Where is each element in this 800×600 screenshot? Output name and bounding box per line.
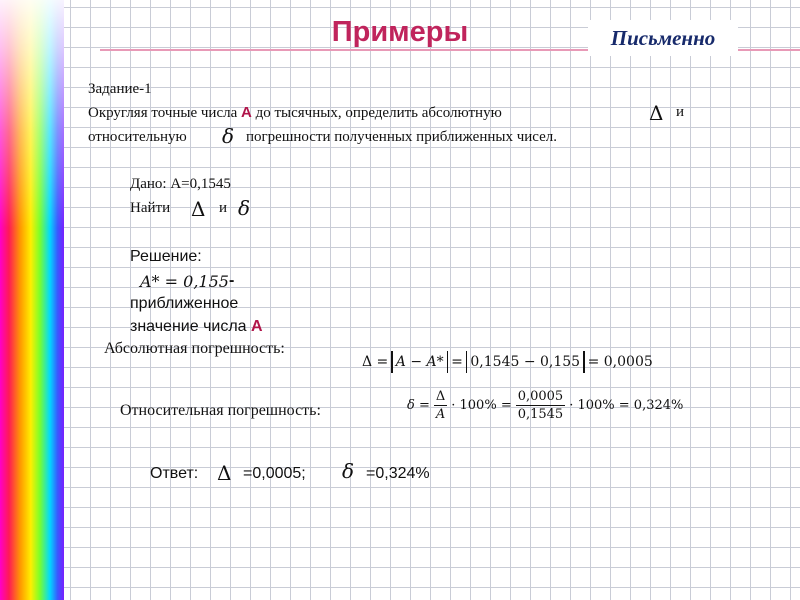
task-line1-text-b: до тысячных, определить абсолютную: [255, 105, 502, 121]
find-label: Найти: [130, 200, 171, 216]
task-line2-text-b: погрешности полученных приближенных чисел.: [246, 129, 558, 145]
relative-formula: [407, 388, 683, 423]
rel-lhs: δ =: [407, 398, 430, 413]
abs-eq: =: [451, 354, 463, 370]
answer-value-2: =0,324%: [366, 465, 430, 482]
answer-delta-upper-icon: Δ: [217, 461, 232, 485]
rel-frac-1: [434, 388, 447, 423]
task-line1-and: и: [676, 104, 685, 120]
abs-bar-2: [447, 351, 449, 373]
abs-inner-1: A − A*: [395, 354, 444, 370]
page-title: Примеры: [331, 16, 469, 48]
approx-formula: A* = 0,155: [140, 272, 229, 291]
rel-frac2-den: 0,1545: [517, 407, 564, 422]
delta-upper-icon: Δ: [649, 101, 664, 125]
task-line1-text-a: Округляя точные числа: [88, 105, 238, 121]
task-variable-a: А: [241, 104, 252, 121]
abs-inner-2: 0,1545 − 0,155: [470, 354, 581, 370]
rel-mid: · 100% =: [451, 398, 512, 413]
abs-result: = 0,0005: [587, 354, 653, 370]
absolute-formula: [362, 351, 653, 373]
rainbow-fade: [0, 0, 64, 600]
find-delta-upper-icon: Δ: [191, 197, 206, 221]
rel-frac1-den: A: [435, 407, 446, 422]
approx-desc-2-var: А: [251, 318, 263, 335]
task-line-1: [88, 104, 502, 122]
rel-frac-2: [516, 388, 566, 423]
find-delta-lower-icon: δ: [238, 196, 251, 220]
rel-frac2-num: 0,0005: [517, 389, 564, 404]
abs-bar-3: [466, 351, 468, 373]
answer-value-1: =0,0005;: [243, 465, 306, 482]
approx-desc-1: приближенное: [130, 295, 239, 312]
rel-frac1-num: Δ: [435, 389, 446, 404]
answer-delta-lower-icon: δ: [342, 459, 355, 483]
approx-desc-2-text: значение числа: [130, 318, 247, 335]
approx-dash: -: [229, 272, 235, 289]
given-line: Дано: А=0,1545: [130, 176, 231, 192]
task-label: Задание-1: [88, 81, 152, 97]
find-and: и: [219, 200, 228, 216]
delta-lower-icon: δ: [222, 124, 235, 148]
relative-label: Относительная погрешность:: [120, 402, 321, 419]
rel-result: · 100% = 0,324%: [569, 398, 684, 413]
abs-bar-1: [391, 351, 393, 373]
absolute-label: Абсолютная погрешность:: [104, 340, 285, 357]
abs-bar-4: [583, 351, 585, 373]
mode-badge: Письменно: [588, 20, 738, 56]
solution-label: Решение:: [130, 248, 202, 265]
task-line2-text-a: относительную: [88, 129, 187, 145]
approx-desc-2: [130, 318, 263, 336]
answer-label: Ответ:: [150, 465, 199, 482]
abs-lhs: Δ =: [362, 354, 389, 370]
